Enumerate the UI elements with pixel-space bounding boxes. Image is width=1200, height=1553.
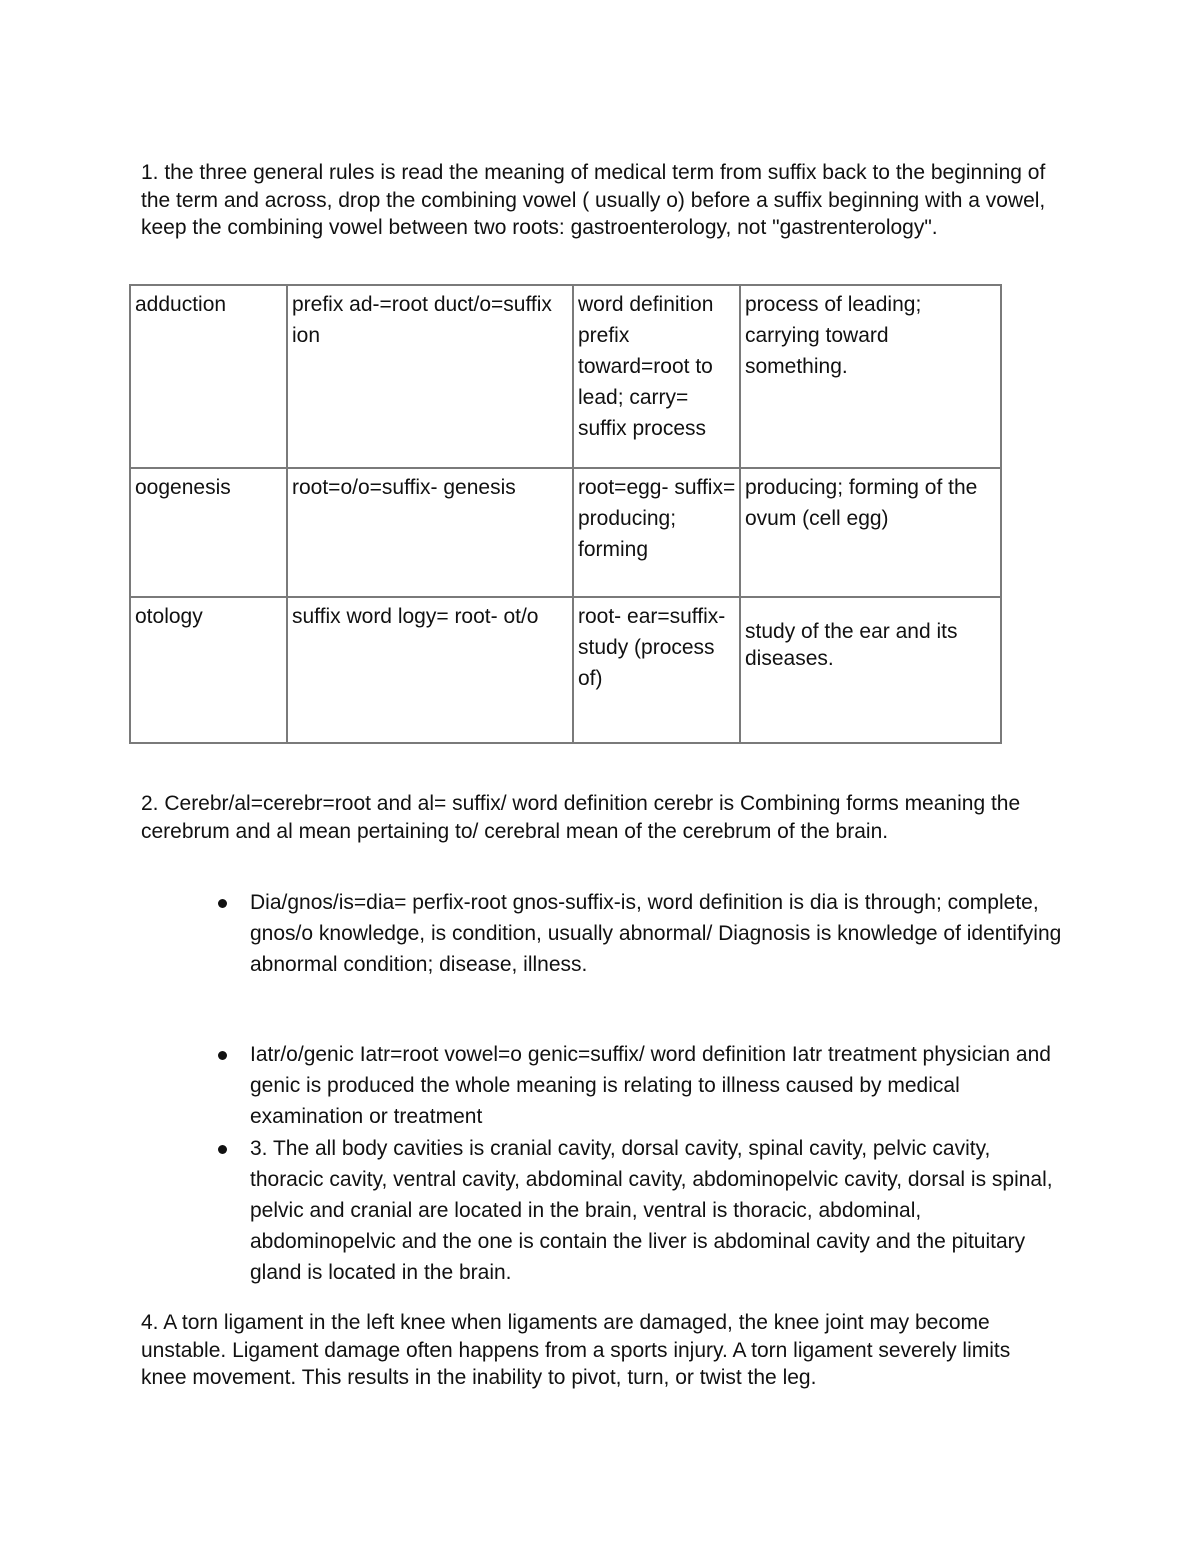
list-item-text: Iatr/o/genic Iatr=root vowel=o genic=suffix/ word definition Iatr treatment physician and genic is produced the whole meaning is relating to illness caused by medical examination or treatment	[250, 1043, 1051, 1128]
term-cell: otology	[130, 597, 287, 743]
table-row	[130, 285, 1001, 468]
paragraph-torn-ligament: 4. A torn ligament in the left knee when ligaments are damaged, the knee joint may become unstable. Ligament damage often happens from a sports injury. A torn ligament severely limits knee movement. This results in the inability to pivot, turn, or twist the leg.	[141, 1311, 1011, 1389]
bullet-dot-icon	[218, 1145, 227, 1154]
bullet-dot-icon	[218, 1051, 227, 1060]
list-item	[250, 1133, 1065, 1288]
table-row	[130, 597, 1001, 743]
word-definition-cell: word definition prefix toward=root to lead; carry= suffix process	[573, 285, 740, 468]
parts-cell: suffix word logy= root- ot/o	[287, 597, 573, 743]
parts-cell: prefix ad-=root duct/o=suffix ion	[287, 285, 573, 468]
list-item	[250, 1039, 1065, 1132]
meaning-cell: study of the ear and its diseases.	[740, 597, 1001, 743]
meaning-cell: producing; forming of the ovum (cell egg)	[740, 468, 1001, 597]
list-item-text: 3. The all body cavities is cranial cavity, dorsal cavity, spinal cavity, pelvic cavity, thoracic cavity, ventral cavity, abdominal cavity, abdominopelvic cavity, dorsal is spinal, pelvic and cranial are located in the brain, ventral is thoracic, abdominal, abdominopelvic and the one is contain the liver is abdominal cavity and the pituitary gland is located in the brain.	[250, 1137, 1053, 1284]
table-row	[130, 468, 1001, 597]
meaning-cell: process of leading; carrying toward something.	[740, 285, 1001, 468]
term-cell: adduction	[130, 285, 287, 468]
parts-cell: root=o/o=suffix- genesis	[287, 468, 573, 597]
list-item-text: Dia/gnos/is=dia= perfix-root gnos-suffix-is, word definition is dia is through; complete, gnos/o knowledge, is condition, usually abnormal/ Diagnosis is knowledge of identifying abnormal condition; disease, illness.	[250, 891, 1062, 976]
paragraph-cerebral: 2. Cerebr/al=cerebr=root and al= suffix/ word definition cerebr is Combining forms meaning the cerebrum and al mean pertaining to/ cerebral mean of the cerebrum of the brain.	[141, 792, 1021, 843]
word-definition-cell: root=egg- suffix= producing; forming	[573, 468, 740, 597]
medical-terms-table	[129, 284, 1002, 744]
word-definition-cell: root- ear=suffix- study (process of)	[573, 597, 740, 743]
term-cell: oogenesis	[130, 468, 287, 597]
list-item	[250, 887, 1065, 980]
bullet-dot-icon	[218, 899, 227, 908]
paragraph-general-rules: 1. the three general rules is read the meaning of medical term from suffix back to the beginning of the term and across, drop the combining vowel ( usually o) before a suffix beginning with a vowel, keep the combining vowel between two roots: gastroenterology, not "gastrenterology".	[141, 161, 1046, 239]
